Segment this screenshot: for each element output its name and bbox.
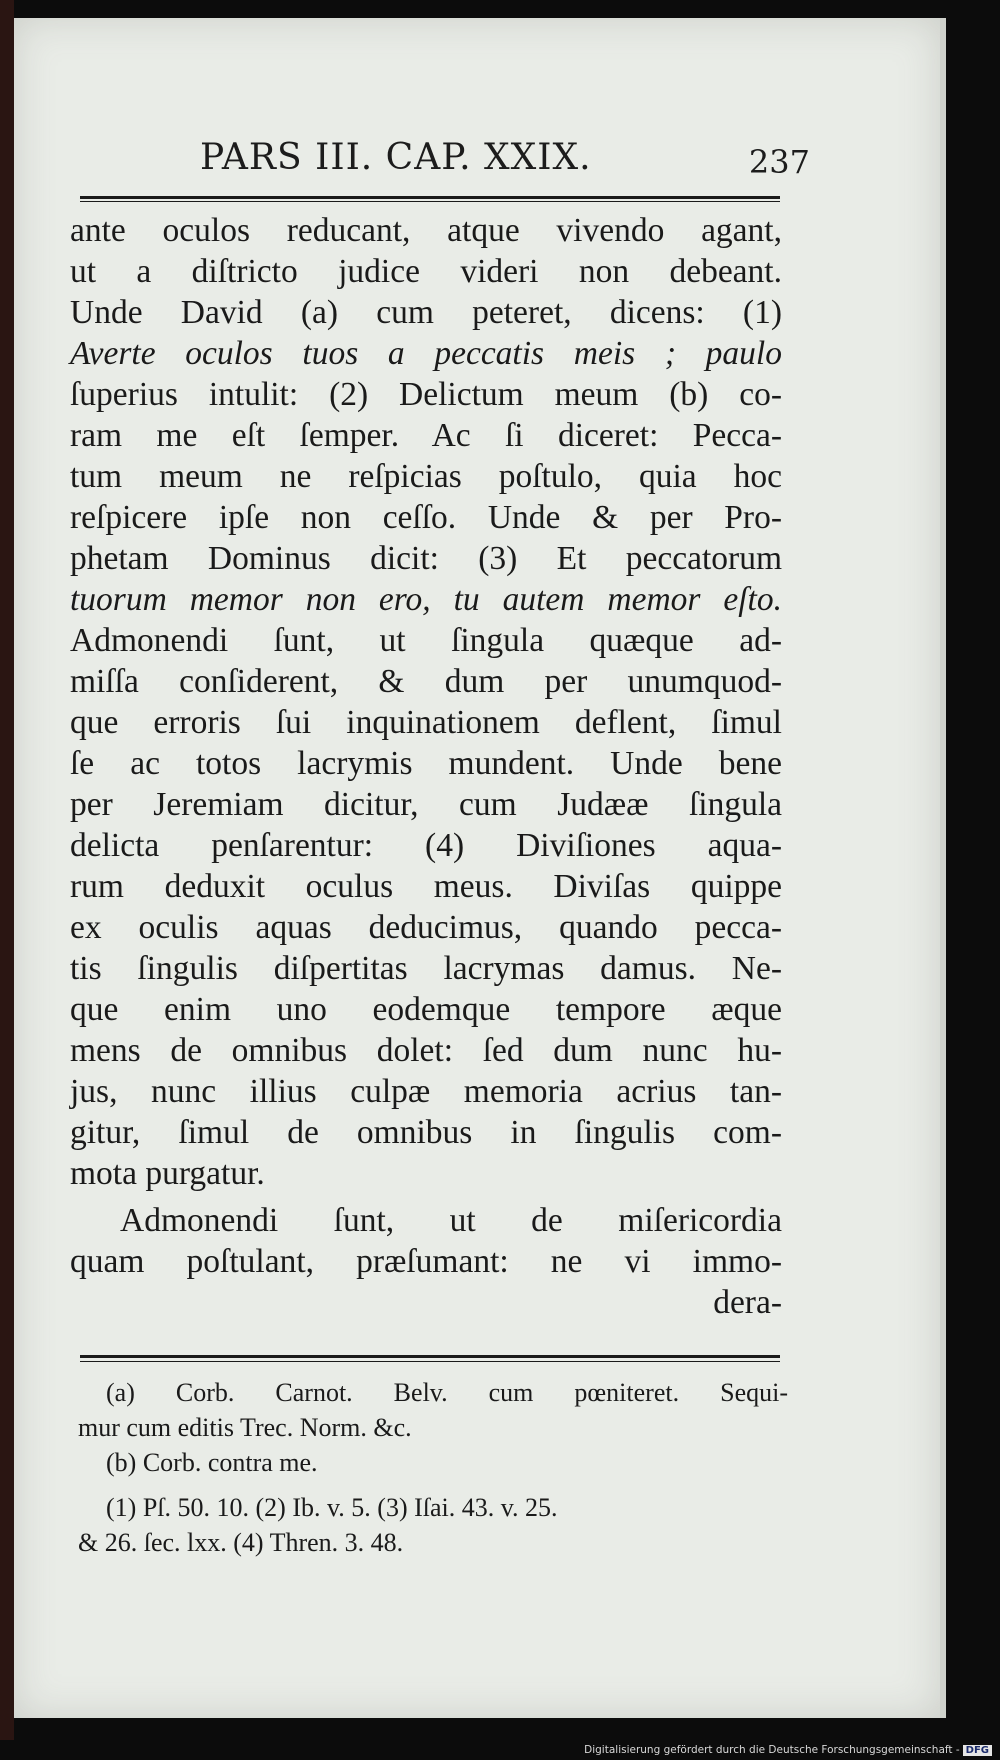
header-rule bbox=[80, 196, 780, 199]
text-line: rum deduxit oculus meus. Diviſas quippe bbox=[70, 868, 782, 905]
text-line: ut a diſtricto judice videri non debeant. bbox=[70, 253, 782, 290]
footnote-line: mur cum editis Trec. Norm. &c. bbox=[78, 1413, 412, 1442]
page-edge bbox=[940, 18, 946, 1718]
text-line: reſpicere ipſe non ceſſo. Unde & per Pro- bbox=[70, 499, 782, 536]
text-line: tum meum ne reſpicias poſtulo, quia hoc bbox=[70, 458, 782, 495]
footnote-line: & 26. ſec. lxx. (4) Thren. 3. 48. bbox=[78, 1528, 404, 1557]
dfg-logo: DFG bbox=[963, 1745, 992, 1756]
digitization-credit bbox=[584, 1744, 992, 1756]
text-line: delicta penſarentur: (4) Diviſiones aqua- bbox=[70, 827, 782, 864]
catchword: dera- bbox=[713, 1284, 782, 1321]
text-line: tuorum memor non ero, tu autem memor eſto. bbox=[70, 581, 782, 618]
text-line: que enim uno eodemque tempore æque bbox=[70, 991, 782, 1028]
page-number: 237 bbox=[748, 143, 810, 181]
text-line: jus, nunc illius culpæ memoria acrius tan- bbox=[70, 1073, 782, 1110]
text-line: que erroris ſui inquinationem deflent, ſimul bbox=[70, 704, 782, 741]
text-line: mota purgatur. bbox=[70, 1155, 265, 1192]
text-line: Averte oculos tuos a peccatis meis ; paulo bbox=[70, 335, 782, 372]
footnote-line: (a) Corb. Carnot. Belv. cum pœniteret. Sequi- bbox=[106, 1378, 788, 1407]
footnote-rule-thin bbox=[80, 1361, 780, 1362]
footnote-line: (b) Corb. contra me. bbox=[106, 1448, 318, 1477]
text-line: per Jeremiam dicitur, cum Judææ ſingula bbox=[70, 786, 782, 823]
text-line: ram me eſt ſemper. Ac ſi diceret: Pecca- bbox=[70, 417, 782, 454]
main-text bbox=[70, 210, 782, 1323]
text-line: miſſa conſiderent, & dum per unumquod- bbox=[70, 663, 782, 700]
text-line: quam poſtulant, præſumant: ne vi immo- bbox=[70, 1243, 782, 1280]
text-line: Admonendi ſunt, ut ſingula quæque ad- bbox=[70, 622, 782, 659]
text-line: phetam Dominus dicit: (3) Et peccatorum bbox=[70, 540, 782, 577]
footnotes bbox=[78, 1375, 788, 1560]
footnote-rule bbox=[80, 1355, 780, 1358]
credit-text: Digitalisierung gefördert durch die Deutsche Forschungsgemeinschaft - bbox=[584, 1744, 960, 1756]
running-title: PARS III. CAP. XXIX. bbox=[200, 137, 592, 178]
footnote-line: (1) Pſ. 50. 10. (2) Ib. v. 5. (3) Iſai. 43. v. 25. bbox=[106, 1493, 558, 1522]
text-line: ex oculis aquas deducimus, quando pecca- bbox=[70, 909, 782, 946]
text-line: gitur, ſimul de omnibus in ſingulis com- bbox=[70, 1114, 782, 1151]
book-binding-edge bbox=[0, 0, 14, 1740]
text-line: mens de omnibus dolet: ſed dum nunc hu- bbox=[70, 1032, 782, 1069]
running-header bbox=[200, 125, 810, 185]
text-line: Unde David (a) cum peteret, dicens: (1) bbox=[70, 294, 782, 331]
text-line: ſuperius intulit: (2) Delictum meum (b) co- bbox=[70, 376, 782, 413]
text-line: tis ſingulis diſpertitas lacrymas damus. Ne- bbox=[70, 950, 782, 987]
text-line: Admonendi ſunt, ut de miſericordia bbox=[120, 1202, 782, 1239]
text-line: ante oculos reducant, atque vivendo agant, bbox=[70, 212, 782, 249]
header-rule-thin bbox=[80, 201, 780, 202]
text-line: ſe ac totos lacrymis mundent. Unde bene bbox=[70, 745, 782, 782]
